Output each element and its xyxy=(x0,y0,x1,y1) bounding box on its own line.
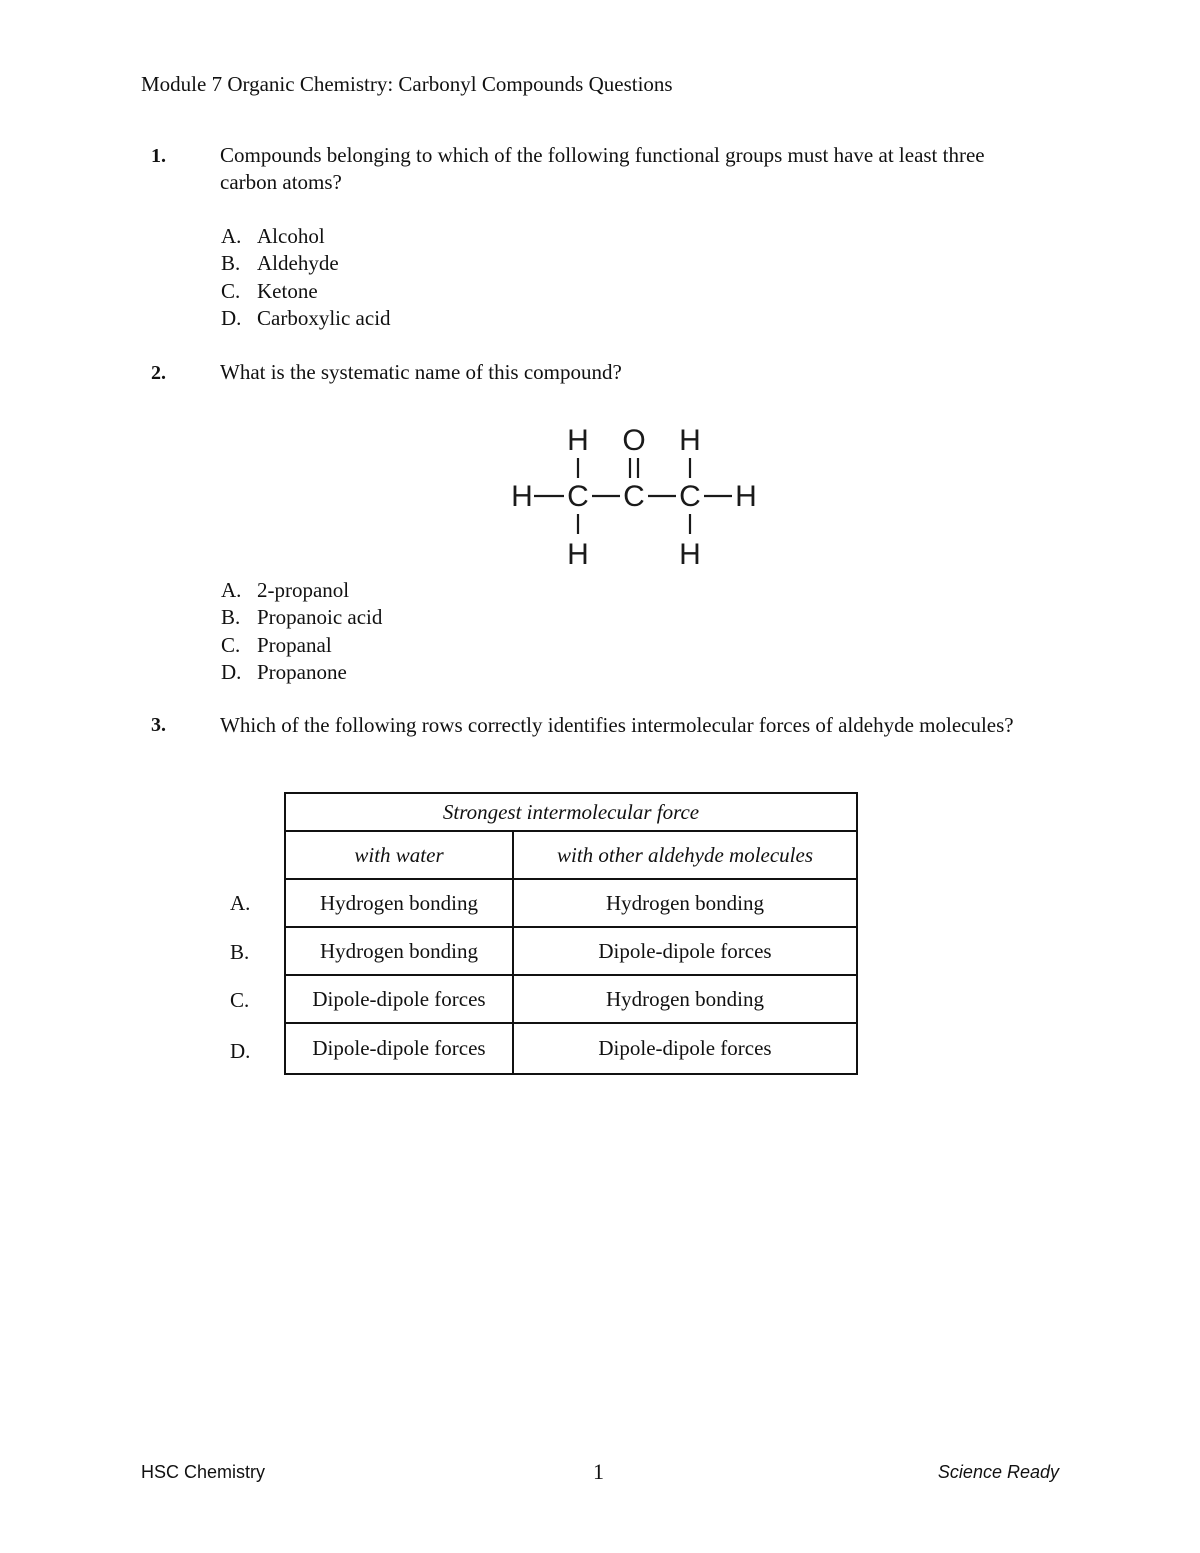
column-header-water: with water xyxy=(285,831,513,879)
atom-h-bottom-left: H xyxy=(567,538,589,571)
atom-c2: C xyxy=(623,480,645,513)
option-text: Propanoic acid xyxy=(257,605,383,630)
table-header: Strongest intermolecular force xyxy=(285,793,857,831)
option-text: Propanal xyxy=(257,632,332,657)
option-letter: B. xyxy=(221,251,241,276)
table-cell: Dipole-dipole forces xyxy=(513,1023,857,1074)
question-2-option-c xyxy=(221,632,382,659)
option-text: Propanone xyxy=(257,659,347,684)
option-text: Carboxylic acid xyxy=(257,305,391,330)
atom-h-left: H xyxy=(511,480,533,513)
atom-c1: C xyxy=(567,480,589,513)
question-2-options xyxy=(221,577,382,686)
table-cell: Dipole-dipole forces xyxy=(285,975,513,1023)
option-text: Ketone xyxy=(257,278,318,303)
table-column-headers xyxy=(285,831,857,879)
propanone-structural-formula xyxy=(500,418,770,572)
atom-h-bottom-right: H xyxy=(679,538,701,571)
option-letter: D. xyxy=(221,659,242,684)
row-letter-c: C. xyxy=(230,988,250,1012)
table-cell: Hydrogen bonding xyxy=(513,975,857,1023)
option-text: Alcohol xyxy=(257,224,325,248)
option-letter: D. xyxy=(221,305,242,330)
question-1-options xyxy=(221,223,391,332)
question-1-option-d xyxy=(221,305,391,332)
question-1-text: Compounds belonging to which of the following functional groups must have at least three carbon atoms? xyxy=(220,143,985,194)
footer-page-number: 1 xyxy=(593,1459,604,1484)
question-2-number: 2. xyxy=(151,362,166,384)
atom-h-top-right: H xyxy=(679,424,701,457)
table-row xyxy=(285,927,857,975)
option-letter: C. xyxy=(221,278,241,303)
option-text: 2-propanol xyxy=(257,578,350,602)
table-row xyxy=(285,879,857,927)
question-2-option-a xyxy=(221,577,382,604)
row-letter-a: A. xyxy=(230,891,251,915)
table-cell: Dipole-dipole forces xyxy=(513,927,857,975)
question-2-option-d xyxy=(221,659,382,686)
table-row xyxy=(285,1023,857,1074)
question-2-option-b xyxy=(221,604,382,631)
atom-h-top-left: H xyxy=(567,424,589,457)
question-3-number: 3. xyxy=(151,714,166,736)
option-letter: A. xyxy=(221,578,242,602)
row-letter-b: B. xyxy=(230,940,250,964)
column-header-aldehyde: with other aldehyde molecules xyxy=(513,831,857,879)
atom-c3: C xyxy=(679,480,701,513)
table-cell: Hydrogen bonding xyxy=(513,879,857,927)
option-letter: A. xyxy=(221,224,242,248)
table-cell: Hydrogen bonding xyxy=(285,927,513,975)
page-title: Module 7 Organic Chemistry: Carbonyl Compounds Questions xyxy=(141,72,673,96)
footer-brand: Science Ready xyxy=(937,1462,1059,1482)
intermolecular-forces-table xyxy=(284,792,858,1075)
table-cell: Hydrogen bonding xyxy=(285,879,513,927)
option-letter: B. xyxy=(221,605,241,630)
row-letter-d: D. xyxy=(230,1039,251,1063)
table-header-row xyxy=(285,793,857,831)
option-text: Aldehyde xyxy=(257,251,339,276)
question-2-text: What is the systematic name of this compound? xyxy=(220,360,622,384)
option-letter: C. xyxy=(221,632,241,657)
atom-o-top: O xyxy=(622,424,646,457)
atom-h-right: H xyxy=(735,480,757,513)
table-row xyxy=(285,975,857,1023)
question-3-text: Which of the following rows correctly identifies intermolecular forces of aldehyde molecules? xyxy=(220,713,1014,737)
question-1-number: 1. xyxy=(151,145,166,167)
table-cell: Dipole-dipole forces xyxy=(285,1023,513,1074)
question-1-option-a xyxy=(221,223,391,250)
question-1-option-b xyxy=(221,250,391,277)
question-1-option-c xyxy=(221,278,391,305)
footer-course: HSC Chemistry xyxy=(141,1462,266,1482)
